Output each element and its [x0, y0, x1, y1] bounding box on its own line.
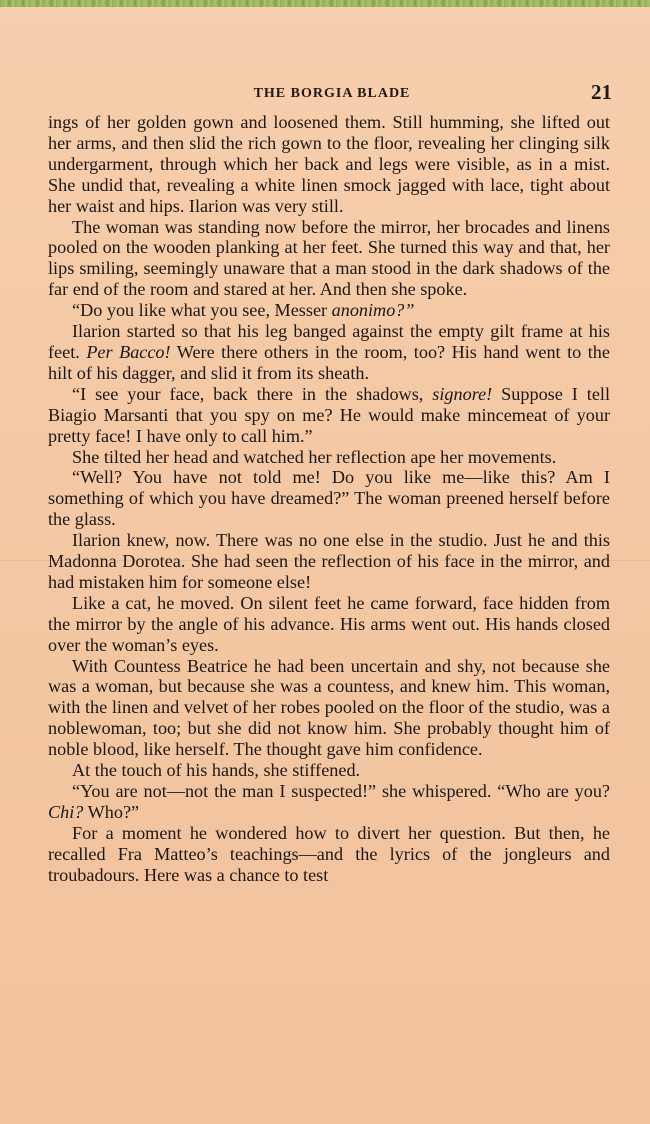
- running-head: [52, 80, 612, 110]
- paragraph: [48, 823, 610, 886]
- text-run: For a moment he wondered how to divert her question. But then, he recalled Fra Matteo’s teachings—and the lyrics of the jongleurs and troubadours. Here was a chance to test: [48, 822, 610, 885]
- paragraph: [48, 781, 610, 823]
- text-run: “Do you like what you see, Messer: [72, 300, 332, 321]
- paragraph: [48, 656, 610, 761]
- paragraph: [48, 760, 610, 781]
- text-run: Who?”: [83, 801, 140, 822]
- page-top-edge: [0, 0, 650, 7]
- paragraph: [48, 447, 610, 468]
- text-run: Suppose I tell Biagio Marsanti that you spy on me? He would make mincemeat of your pretty face! I have only to call him.”: [48, 383, 611, 446]
- text-run: “You are not—not the man I suspected!” she whispered. “Who are you?: [72, 781, 610, 801]
- body-text: [48, 112, 610, 886]
- paragraph: [48, 530, 610, 593]
- text-run: At the touch of his hands, she stiffened.: [72, 760, 361, 781]
- text-run: Ilarion knew, now. There was no one else in the studio. Just he and this Madonna Dorotea. She had seen the reflection of his face in the mirror, and had mistaken him for someone else!: [48, 530, 610, 592]
- text-run: Were there others in the room, too? His hand went to the hilt of his dagger, and slid it from its sheath.: [48, 341, 610, 383]
- text-run: The woman was standing now before the mirror, her brocades and linens pooled on the wooden planking at her feet. She turned this way and that, her lips smiling, seemingly unaware that a man stood in the dark shadows of the far end of the room and stared at her. And then she spoke.: [48, 216, 610, 300]
- text-run: With Countess Beatrice he had been uncertain and shy, not because she was a woman, but because she was a countess, and knew him. This woman, with the linen and velvet of her robes pooled on the floor of the studio, was a noblewoman, too; but she did not know him. She probably thought him of noble blood, like herself. The thought gave him confidence.: [48, 655, 610, 760]
- paragraph: [48, 384, 610, 447]
- italic-text: signore!: [432, 383, 493, 404]
- running-title: THE BORGIA BLADE: [253, 86, 411, 101]
- italic-text: Chi?: [48, 801, 84, 822]
- paragraph: [48, 467, 610, 530]
- text-run: Like a cat, he moved. On silent feet he came forward, face hidden from the mirror by the angle of his advance. His arms went out. His hands closed over the woman’s eyes.: [48, 592, 610, 655]
- italic-text: anonimo?”: [331, 300, 415, 321]
- text-run: ings of her golden gown and loosened them. Still humming, she lifted out her arms, and then slid the rich gown to the floor, revealing her clinging silk undergarment, through which her back and legs were visible, as in a mist. She undid that, revealing a white linen smock jagged with lace, tight about her waist and hips. Ilarion was very still.: [48, 112, 610, 216]
- text-run: Ilarion started so that his leg banged against the empty gilt frame at his feet.: [48, 321, 610, 362]
- paragraph: [48, 321, 610, 384]
- paragraph: [48, 300, 610, 321]
- page-number: 21: [591, 80, 612, 104]
- text-run: “I see your face, back there in the shadows,: [72, 383, 433, 404]
- paragraph: [48, 112, 610, 217]
- paragraph: [48, 217, 610, 301]
- italic-text: Per Bacco!: [86, 341, 171, 362]
- text-run: “Well? You have not told me! Do you like me—like this? Am I something of which you have dreamed?” The woman preened herself before the glass.: [48, 467, 610, 530]
- paragraph: [48, 593, 610, 656]
- text-run: She tilted her head and watched her reflection ape her movements.: [72, 446, 557, 467]
